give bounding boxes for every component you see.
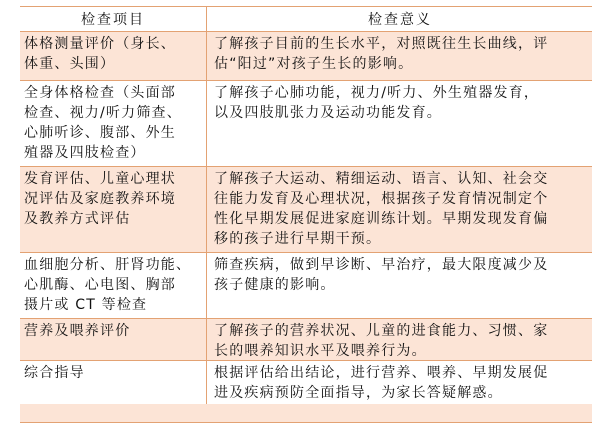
table-row — [20, 81, 592, 167]
item-line: 营养及喂养评价 — [24, 323, 131, 339]
item-line: 心肺听诊、腹部、外生 — [24, 125, 176, 141]
meaning-line: 进及疾病预防全面指导，为家长答疑解惑。 — [214, 385, 503, 401]
item-line: 全身体格检查（头面部 — [24, 85, 176, 101]
meaning-line: 了解孩子的营养状况、儿童的进食能力、习惯、家 — [214, 323, 549, 339]
meaning-line: 性化早期发展促进家庭训练计划。早期发现发育偏 — [214, 211, 549, 227]
table-row — [20, 253, 592, 319]
item-line: 体格测量评价（身长、 — [24, 36, 176, 52]
row-meaning-cell — [206, 253, 592, 318]
meaning-line: 估“阳过”对孩子生长的影响。 — [214, 56, 414, 72]
row-meaning-cell — [206, 32, 592, 80]
meaning-line: 孩子健康的影响。 — [214, 277, 336, 293]
row-meaning-cell — [206, 319, 592, 360]
item-line: 体重、头围） — [24, 56, 116, 72]
item-line: 摄片或 CT 等检查 — [24, 297, 148, 313]
item-line: 血细胞分析、肝肾功能、 — [24, 257, 192, 273]
header-check-meaning: 检查意义 — [206, 7, 592, 31]
row-meaning-cell — [206, 167, 592, 252]
item-line: 发育评估、儿童心理状 — [24, 171, 176, 187]
row-item-cell — [20, 319, 206, 360]
item-line: 综合指导 — [24, 365, 85, 381]
meaning-line: 往能力发育及心理状况，根据孩子发育情况制定个 — [214, 191, 549, 207]
item-line: 殖器及四肢检查） — [24, 145, 146, 161]
item-line: 心肌酶、心电图、胸部 — [24, 277, 176, 293]
meaning-line: 根据评估给出结论，进行营养、喂养、早期发展促 — [214, 365, 549, 381]
table-row — [20, 167, 592, 253]
meaning-line: 移的孩子进行早期干预。 — [214, 231, 382, 247]
meaning-line: 筛查疾病，做到早诊断、早治疗，最大限度减少及 — [214, 257, 549, 273]
meaning-line: 长的喂养知识水平及喂养行为。 — [214, 343, 427, 359]
meaning-line: 了解孩子目前的生长水平，对照既往生长曲线，评 — [214, 36, 549, 52]
row-item-cell — [20, 361, 206, 404]
row-item-cell — [20, 253, 206, 318]
item-line: 及教养方式评估 — [24, 211, 131, 227]
table-row — [20, 319, 592, 361]
meaning-line: 了解孩子心肺功能，视力/听力、外生殖器发育， — [214, 85, 540, 101]
row-item-cell — [20, 167, 206, 252]
table-header-row — [20, 7, 592, 32]
meaning-line: 了解孩子大运动、精细运动、语言、认知、社会交 — [214, 171, 549, 187]
item-line: 况评估及家庭教养环境 — [24, 191, 176, 207]
row-meaning-cell — [206, 361, 592, 404]
table-row — [20, 32, 592, 81]
item-line: 检查、视力/听力筛查、 — [24, 105, 182, 121]
header-check-item: 检查项目 — [81, 12, 145, 28]
row-item-cell — [20, 81, 206, 166]
row-item-cell — [20, 32, 206, 80]
table-footer-row — [20, 404, 592, 422]
checkup-table — [20, 6, 592, 423]
meaning-line: 以及四肢肌张力及运动功能发育。 — [214, 105, 442, 121]
table-row — [20, 361, 592, 404]
row-meaning-cell — [206, 81, 592, 166]
